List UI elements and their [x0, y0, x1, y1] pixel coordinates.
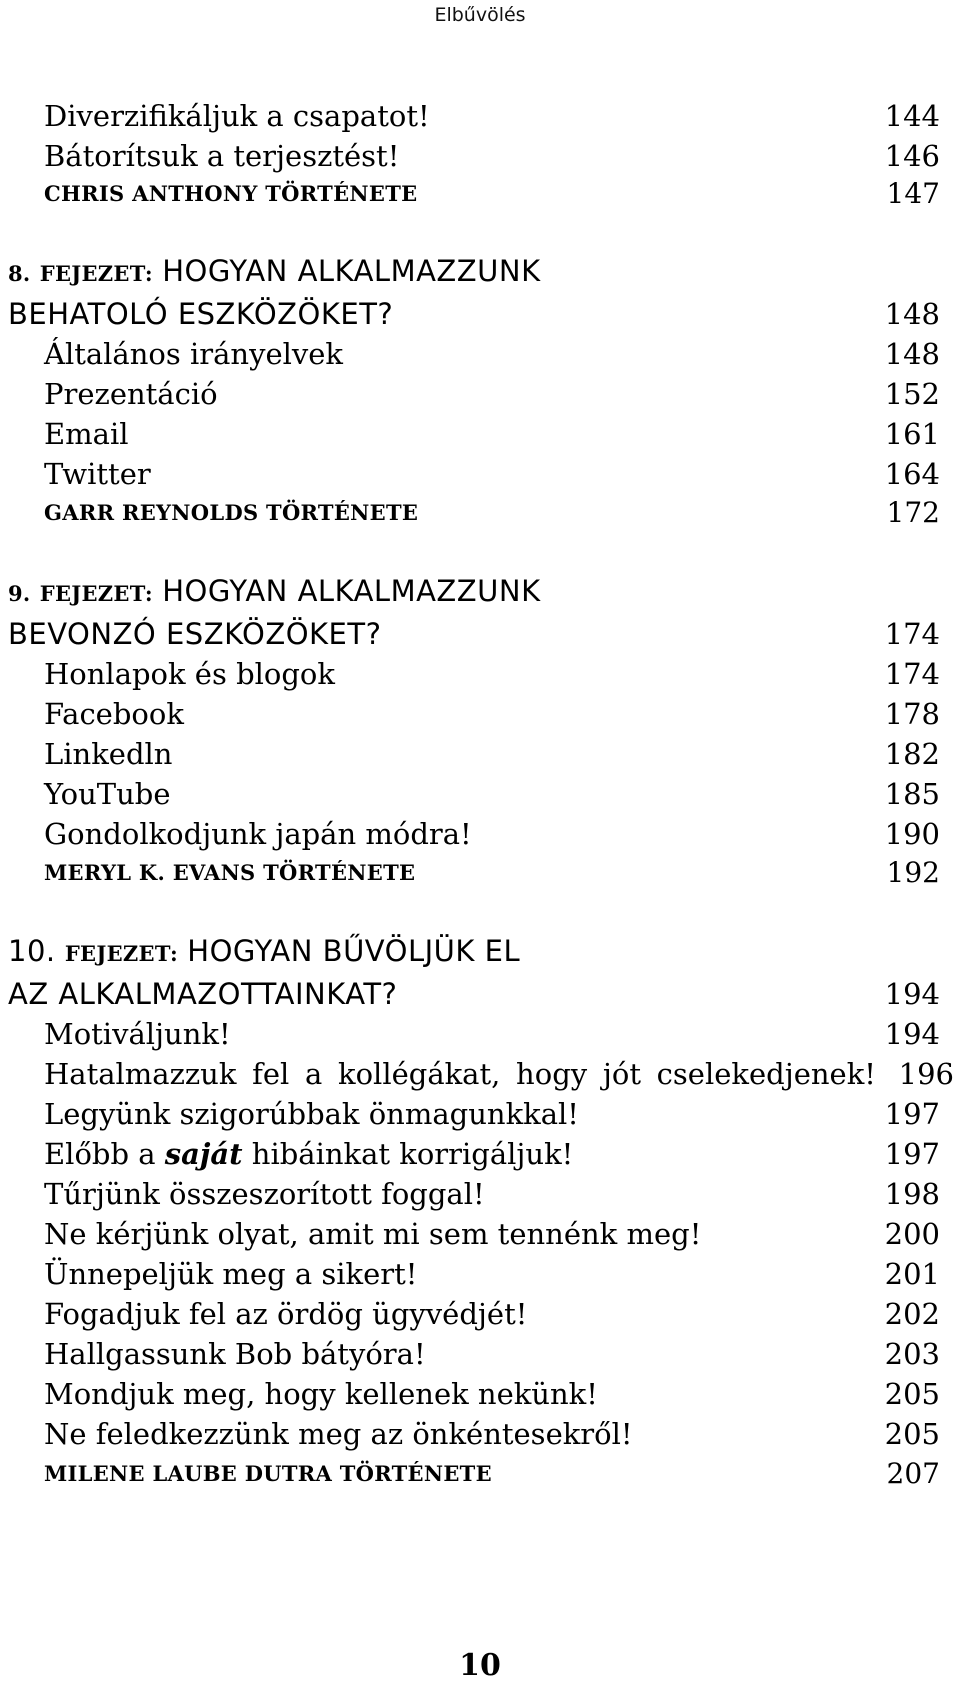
- chapter-title-line1: HOGYAN ALKALMAZZUNK: [162, 574, 541, 608]
- toc-entry-title: Mondjuk meg, hogy kellenek nekünk!: [44, 1377, 598, 1411]
- toc-entry-title: Ne kérjünk olyat, amit mi sem tennénk meg!: [44, 1217, 702, 1251]
- toc-entry: [0, 692, 960, 732]
- toc-page-number: 207: [886, 1457, 940, 1490]
- chapter-number: 9.: [8, 581, 31, 606]
- toc-entry: [0, 1332, 960, 1372]
- running-header: Elbűvölés: [434, 4, 526, 26]
- toc-entry-title: Hatalmazzuk fel a kollégákat, hogy jót cselekedjenek!: [44, 1057, 876, 1091]
- toc-page-number: 164: [884, 457, 940, 491]
- toc-page-number: 172: [886, 496, 940, 529]
- toc-entry-title: Email: [44, 417, 129, 451]
- chapter-label: FEJEZET:: [39, 261, 153, 286]
- chapter-title-line2: BEVONZÓ ESZKÖZÖKET?: [8, 617, 382, 651]
- page-number: 10: [459, 1648, 501, 1683]
- toc-entry: [0, 1092, 960, 1132]
- toc-entry-title: Motiváljunk!: [44, 1017, 231, 1051]
- toc-entry-title: YouTube: [44, 777, 171, 811]
- toc-page-number: 198: [884, 1177, 940, 1211]
- toc-story-entry: [0, 491, 960, 531]
- chapter-title-line2: AZ ALKALMAZOTTAINKAT?: [8, 977, 398, 1011]
- toc-page-number: 205: [884, 1377, 940, 1411]
- toc-page-number: 182: [884, 737, 940, 771]
- toc-page-number: 197: [884, 1097, 940, 1131]
- toc-entry-text: Előbb a: [44, 1137, 156, 1171]
- toc-entry-title: Gondolkodjunk japán módra!: [44, 817, 472, 851]
- toc-entry-title: Prezentáció: [44, 377, 218, 411]
- toc-entry: [0, 412, 960, 452]
- toc-entry: [0, 1292, 960, 1332]
- toc-entry-title: Bátorítsuk a terjesztést!: [44, 139, 400, 173]
- toc-page-number: 192: [886, 856, 940, 889]
- chapter-heading-10-line2: [0, 972, 960, 1012]
- toc-page-number: 200: [884, 1217, 940, 1251]
- toc-entry-title: Hallgassunk Bob bátyóra!: [44, 1337, 426, 1371]
- chapter-title-line2: BEHATOLÓ ESZKÖZÖKET?: [8, 297, 394, 331]
- toc-page-number: 148: [884, 337, 940, 371]
- toc-entry-title: Facebook: [44, 697, 184, 731]
- chapter-number: 8.: [8, 261, 31, 286]
- toc-page-number: 152: [884, 377, 940, 411]
- chapter-heading-9: [0, 572, 960, 612]
- toc-entry: [0, 1132, 960, 1172]
- toc-entry-title: Fogadjuk fel az ördög ügyvédjét!: [44, 1297, 528, 1331]
- toc-entry: [0, 1212, 960, 1252]
- toc-entry-title: Diverzifikáljuk a csapatot!: [44, 99, 430, 133]
- chapter-label: FEJEZET:: [64, 941, 179, 966]
- toc-entry: [0, 452, 960, 492]
- toc-entry: [0, 652, 960, 692]
- toc-entry: [0, 1372, 960, 1412]
- toc-page-number: 203: [884, 1337, 940, 1371]
- toc-entry-title: Linkedln: [44, 737, 173, 771]
- chapter-heading-8-line2: [0, 292, 960, 332]
- toc-entry: [0, 134, 960, 174]
- toc-entry-title: [44, 1136, 573, 1172]
- toc-entry-text: hibáinkat korrigáljuk!: [251, 1137, 574, 1171]
- toc-entry: [0, 1172, 960, 1212]
- toc-entry-title: MERYL K. EVANS TÖRTÉNETE: [44, 860, 416, 885]
- toc-entry: [0, 732, 960, 772]
- toc-entry: [0, 1012, 960, 1052]
- toc-entry-title: Twitter: [44, 457, 151, 491]
- chapter-heading-10: [0, 932, 960, 972]
- toc-entry-title: Általános irányelvek: [44, 337, 344, 371]
- toc-page-number: 197: [884, 1137, 940, 1171]
- toc-entry: [0, 332, 960, 372]
- toc-page-number: 174: [884, 617, 940, 651]
- toc-entry-title: CHRIS ANTHONY TÖRTÉNETE: [44, 181, 418, 206]
- toc-entry-title: Ünnepeljük meg a sikert!: [44, 1257, 418, 1291]
- toc-entry: [0, 1052, 960, 1092]
- toc-page-number: 174: [884, 657, 940, 691]
- toc-entry: [0, 372, 960, 412]
- toc-entry: [0, 812, 960, 852]
- toc-entry-title: MILENE LAUBE DUTRA TÖRTÉNETE: [44, 1461, 492, 1486]
- toc-page-number: 190: [884, 817, 940, 851]
- toc-story-entry: [0, 1452, 960, 1492]
- toc-page-number: 201: [884, 1257, 940, 1291]
- toc-page-number: 194: [884, 1017, 940, 1051]
- toc-story-entry: [0, 172, 960, 212]
- toc-entry-title: Ne feledkezzünk meg az önkéntesekről!: [44, 1417, 633, 1451]
- toc-entry-title: Honlapok és blogok: [44, 657, 335, 691]
- toc-entry: [0, 772, 960, 812]
- toc-entry-emphasis: saját: [164, 1137, 243, 1171]
- chapter-title-line1: HOGYAN ALKALMAZZUNK: [162, 254, 541, 288]
- toc-entry: [0, 1252, 960, 1292]
- toc-entry: [0, 1412, 960, 1452]
- toc-page-number: 194: [884, 977, 940, 1011]
- toc-page-number: 147: [886, 177, 940, 210]
- toc-story-entry: [0, 851, 960, 891]
- chapter-heading-8: [0, 252, 960, 292]
- toc-page-number: 161: [884, 417, 940, 451]
- toc-page-number: 148: [884, 297, 940, 331]
- toc-entry: [0, 94, 960, 134]
- chapter-heading-9-line2: [0, 612, 960, 652]
- toc-page-number: 146: [884, 139, 940, 173]
- toc-entry-title: Legyünk szigorúbbak önmagunkkal!: [44, 1097, 579, 1131]
- chapter-number: 10.: [8, 934, 56, 968]
- toc-entry-title: GARR REYNOLDS TÖRTÉNETE: [44, 500, 419, 525]
- toc-page-number: 185: [884, 777, 940, 811]
- chapter-label: FEJEZET:: [39, 581, 153, 606]
- toc-page-number: 178: [884, 697, 940, 731]
- toc-page-number: 144: [884, 99, 940, 133]
- toc-page-number: 205: [884, 1417, 940, 1451]
- toc-entry-title: Tűrjünk összeszorított foggal!: [44, 1177, 485, 1211]
- toc-page-number: 196: [898, 1057, 954, 1091]
- chapter-title-line1: HOGYAN BŰVÖLJÜK EL: [187, 934, 521, 968]
- toc-page-number: 202: [884, 1297, 940, 1331]
